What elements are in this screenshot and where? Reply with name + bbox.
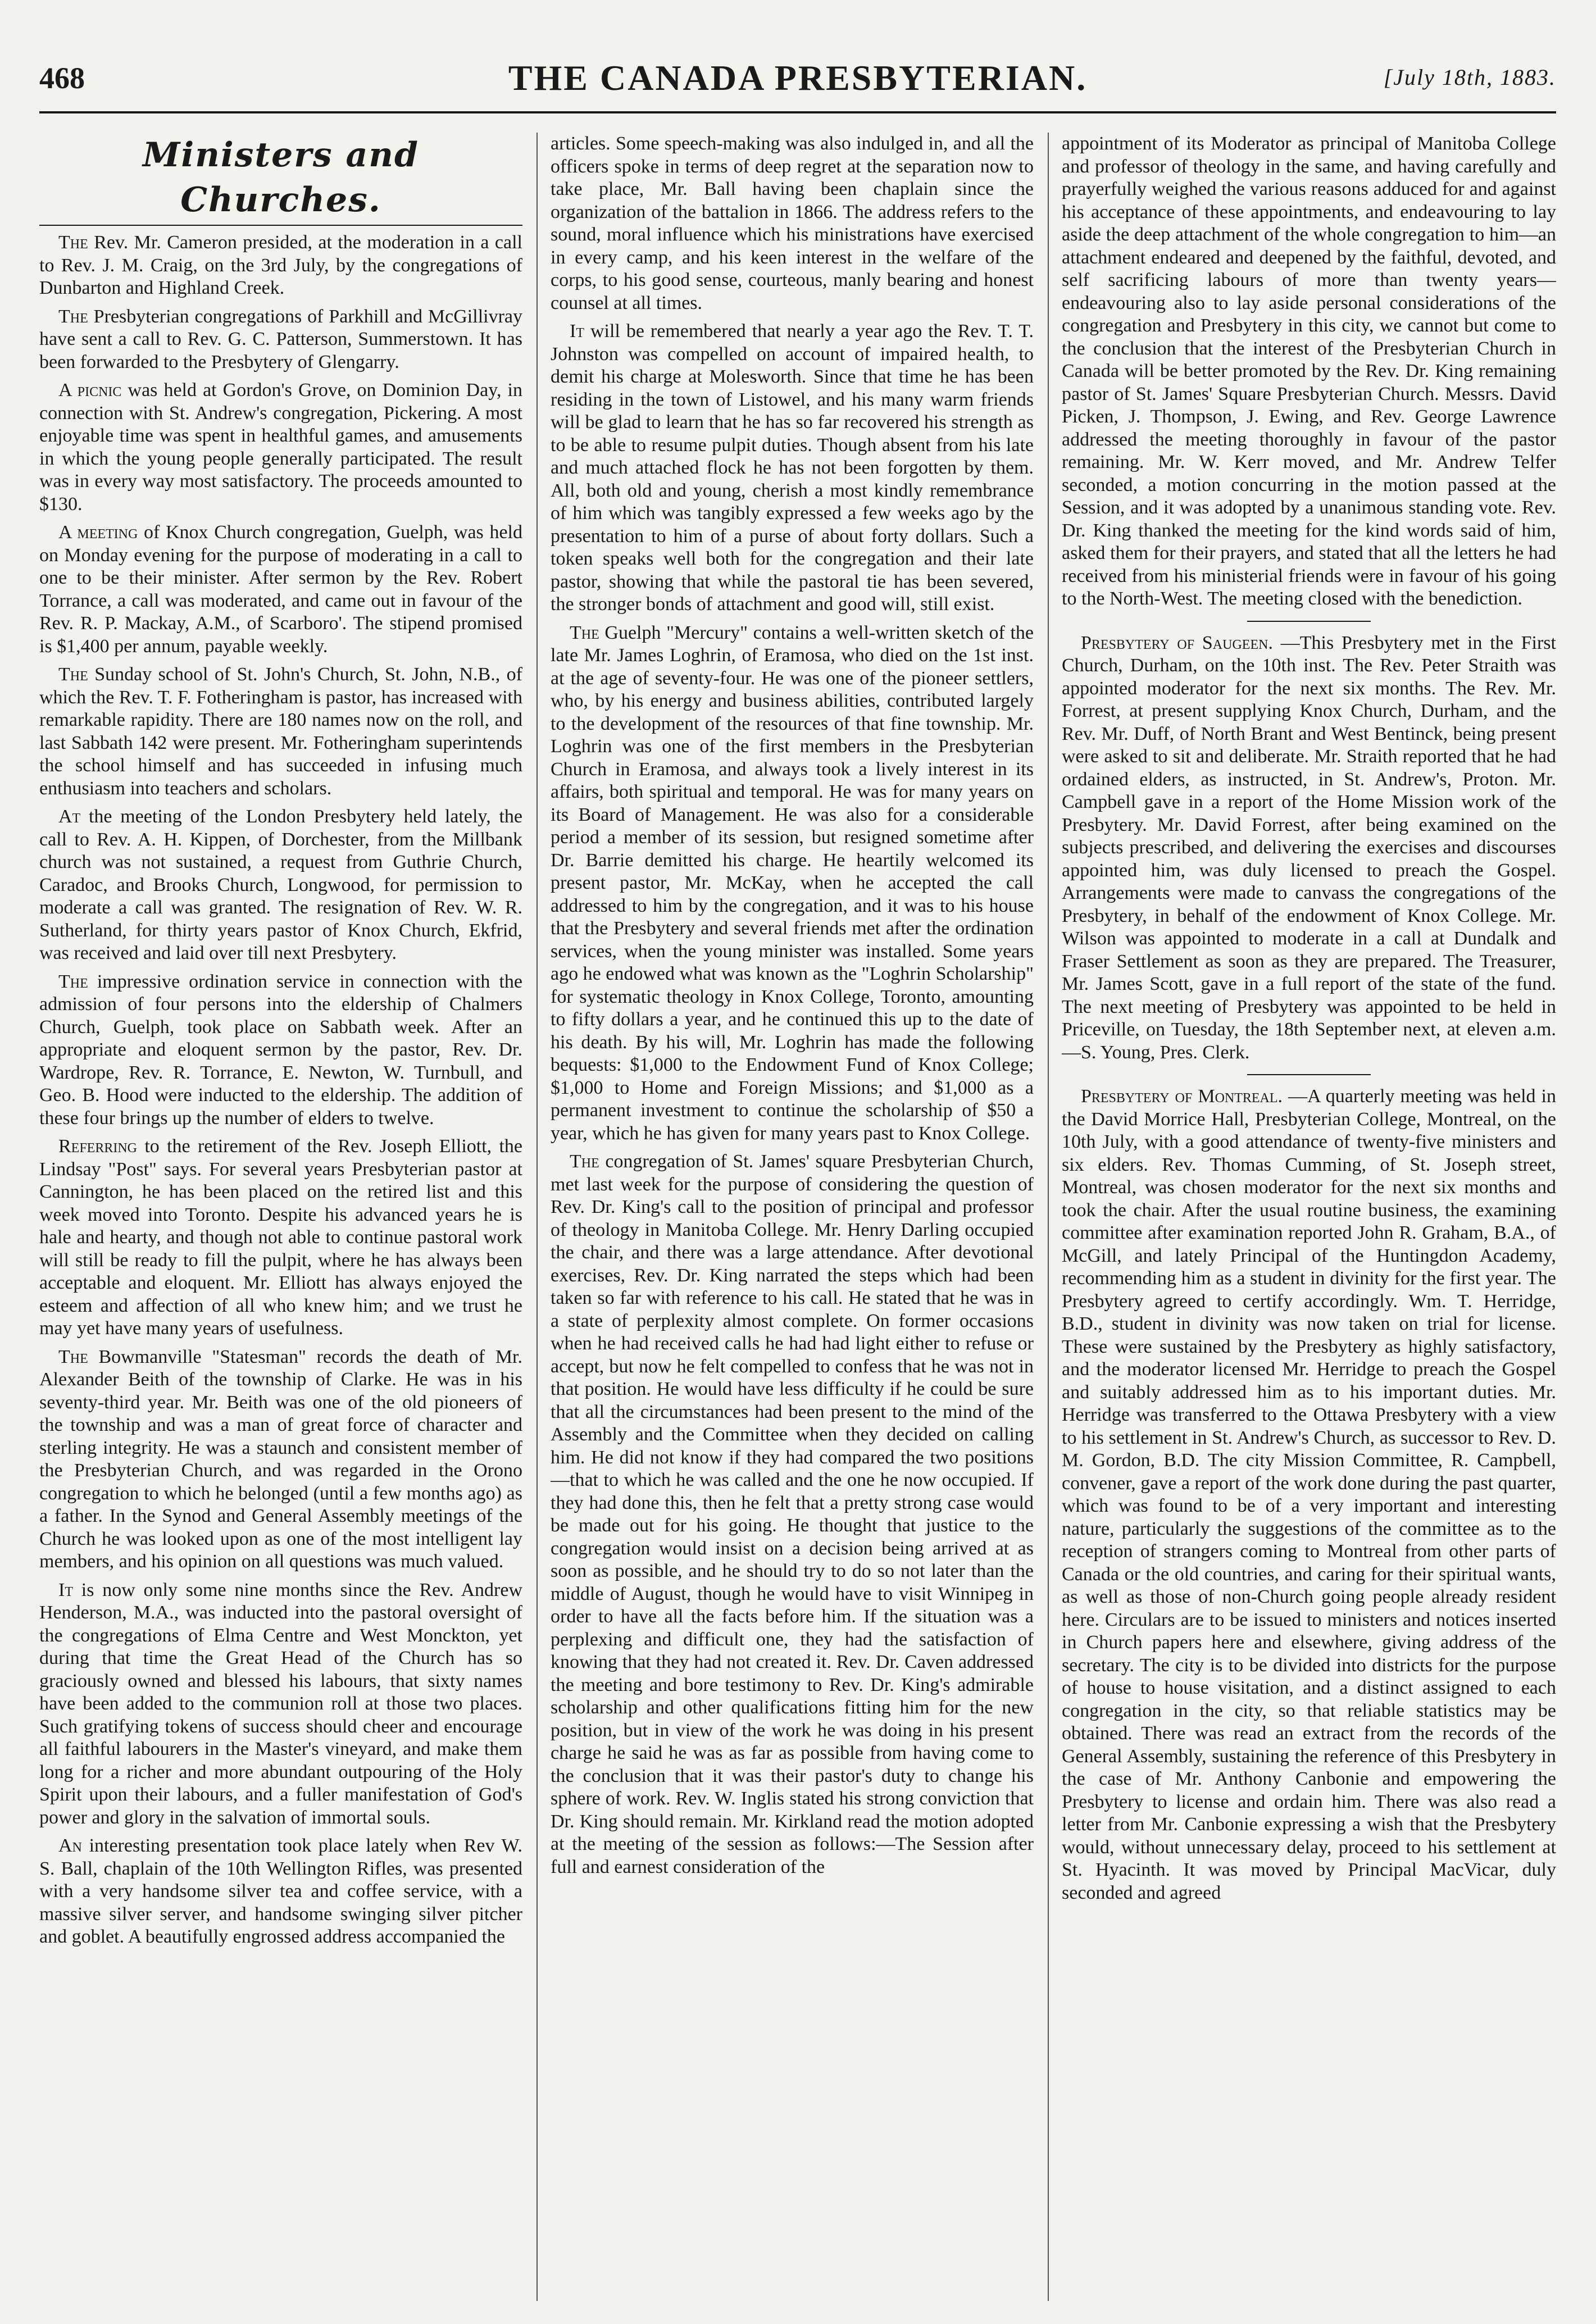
news-paragraph [39,521,522,658]
paragraph-lead: The [58,232,88,253]
paragraph-text: was held at Gordon's Grove, on Dominion Day, in connection with St. Andrew's congregation, Pickering. A most enjoyable time was spent in healthful games, and amusements in which the young people generally participated. The result was in every way most satisfactory. The proceeds amounted to $130. [39,380,522,515]
paragraph-text: Guelph "Mercury" contains a well-written sketch of the late Mr. James Loghrin, of Eramosa, who died on the 1st inst. at the age of seventy-four. He was one of the pioneer settlers, who, by his energy and business abilities, contributed largely to the development of the resources of that fine township. Mr. Loghrin was one of the first members in the Presbyterian Church in Eramosa, and always took a lively interest in its affairs, both spiritual and temporal. He was for many years on its Board of Management. He was also for a considerable period a member of its session, but resigned sometime after Dr. Barrie demitted his charge. He heartily welcomed its present pastor, Mr. McKay, when he accepted the call addressed to him by the congregation, and it was to his house that the Presbytery and several friends met after the ordination services, when the young minister was installed. Some years ago he endowed what was known as the "Loghrin Scholarship" for systematic theology in Knox College, Toronto, amounting to fifty dollars a year, and he continued this up to the date of his death. By his will, Mr. Loghrin has made the following bequests: $1,000 to the Endowment Fund of Knox College; $1,000 to Home and Foreign Missions; and $1,000 as a permanent investment to continue the scholarship of $50 a year, which he has given for many years past to Knox College. [551,622,1034,1144]
paragraph-text: —This Presbytery met in the First Church, Durham, on the 10th inst. The Rev. Peter Straith was appointed moderator for the next six months. The Rev. Mr. Forrest, at present supplying Knox Church, Durham, and the Rev. Mr. Duff, of North Brant and West Bentinck, being present were asked to sit and deliberate. Mr. Straith reported that he had ordained elders, as instructed, in St. Andrew's, Proton. Mr. Campbell gave in a report of the Home Mission work of the Presbytery. Mr. David Forrest, after being examined on the subjects prescribed, and delivering the exercises and discourses appointed him, was duly licensed to preach the Gospel. Arrangements were made to canvass the congregations of the Presbytery, in behalf of the endowment of Knox College. Mr. Wilson was appointed to moderate in a call at Dundalk and Fraser Settlement as soon as they are prepared. The Treasurer, Mr. James Scott, gave in a full report of the state of the fund. The next meeting of Presbytery was appointed to be held in Priceville, on Tuesday, the 18th September next, at eleven a.m.—S. Young, Pres. Clerk. [1062,632,1556,1063]
news-paragraph [39,1135,522,1340]
column-rule [1048,133,1049,2301]
page-number: 468 [39,61,85,95]
section-separator [1247,1074,1371,1075]
paragraph-lead: Presbytery of Saugeen. [1081,632,1273,653]
newspaper-title: THE CANADA PRESBYTERIAN. [508,58,1088,98]
news-paragraph [39,971,522,1130]
paragraph-lead: Presbytery of Montreal. [1081,1086,1283,1107]
column-rule [536,133,538,2301]
paragraph-lead: The [58,306,88,327]
section-separator [1247,621,1371,622]
paragraph-text: will be remembered that nearly a year ago the Rev. T. T. Johnston was compelled on account of impaired health, to demit his charge at Molesworth. Since that time he has been residing in the town of Listowel, and his many warm friends will be glad to learn that he has so far recovered his strength as to be able to resume pulpit duties. Though absent from his late and much attached flock he has not been forgotten by them. All, both old and young, cherish a most kindly remembrance of him which was tangibly expressed a few weeks ago by the presentation to him of a purse of about forty dollars. Such a token speaks well both for the congregation and their late pastor, showing that while the pastoral tie has been severed, the stronger bonds of attachment and good will, still exist. [551,321,1034,615]
paragraph-text: of Knox Church congregation, Guelph, was held on Monday evening for the purpose of moderating in a call to one to be their minister. After sermon by the Rev. Robert Torrance, a call was moderated, and came out in favour of the Rev. R. P. Mackay, A.M., of Scarboro'. The stipend promised is $1,400 per annum, payable weekly. [39,522,522,657]
news-paragraph [551,320,1034,616]
paragraph-text: congregation of St. James' square Presbyterian Church, met last week for the purpose of considering the question of Rev. Dr. King's call to the position of principal and professor of theology in Manitoba College. Mr. Henry Darling occupied the chair, and there was a large attendance. After devotional exercises, Rev. Dr. King narrated the steps which had been taken so far with reference to his call. He stated that he was in a state of perplexity almost complete. On former occasions when he had received calls he had had light either to refuse or accept, but now he felt compelled to confess that he was not in that position. He would have less difficulty if he could be sure that all the circumstances had been present to the mind of the Assembly and the Committee when they decided on calling him. He did not know if they had compared the two positions—that to which he was called and the one he now occupied. If they had done this, then he felt that a pretty strong case would be made out for his going. He thought that justice to the congregation would insist on a decision being arrived at as soon as possible, and he should try to do so not later than the middle of August, though he would have to visit Winnipeg in order to have all the facts before him. If the situation was a perplexing and difficult one, they had the satisfaction of knowing that they had not created it. Rev. Dr. Caven addressed the meeting and bore testimony to Rev. Dr. King's admirable scholarship and other qualifications fitting him for the new position, but in view of the work he was doing in his present charge he said he was as far as possible from having come to the conclusion that it was their pastor's duty to change his sphere of work. Rev. W. Inglis stated his strong conviction that Dr. King should remain. Mr. Kirkland read the motion adopted at the meeting of the session as follows:—The Session after full and earnest consideration of the [551,1151,1034,1877]
paragraph-text: impressive ordination service in connection with the admission of four persons into the eldership of Chalmers Church, Guelph, took place on Sabbath week. After an appropriate and eloquent sermon by the pastor, Rev. Dr. Wardrope, Rev. R. Torrance, E. Newton, W. Turnbull, and Geo. B. Hood were inducted to the eldership. The addition of these four brings up the number of elders to twelve. [39,971,522,1129]
paragraph-text: interesting presentation took place lately when Rev W. S. Ball, chaplain of the 10th Wellington Rifles, was presented with a very handsome silver tea and coffee service, with a massive silver server, and handsome swinging silver pitcher and goblet. A beautifully engrossed address accompanied the [39,1835,522,1947]
news-paragraph [39,379,522,516]
news-paragraph [39,806,522,965]
paragraph-lead: The [58,971,88,992]
paragraph-text: appointment of its Moderator as principal of Manitoba College and professor of theology in the same, and having carefully and prayerfully weighed the various reasons adduced for and against his acceptance of these appointments, and endeavouring to lay aside the deep attachment of the whole congregation to him—an attachment endeared and deepened by the faithful, devoted, and self sacrificing labours of more than twenty years—endeavouring also to lay aside personal considerations of the congregation and Presbytery in this city, we cannot but come to the conclusion that the interest of the Presbyterian Church in Canada will be better promoted by the Rev. Dr. King remaining pastor of St. James' Square Presbyterian Church. Messrs. David Picken, J. Thompson, J. Ewing, and Rev. George Lawrence addressed the meeting thoroughly in favour of the pastor remaining. Mr. W. Kerr moved, and Mr. Andrew Telfer seconded, a motion concurring in the motion passed at the Session, and it was adopted by a unanimous standing vote. Rev. Dr. King thanked the meeting for the kind words said of him, asked them for their prayers, and stated that all the letters he had received from his ministerial friends were in favour of his going to the North-West. The meeting closed with the benediction. [1062,133,1556,609]
paragraph-lead: It [58,1579,73,1600]
paragraph-text: is now only some nine months since the Rev. Andrew Henderson, M.A., was inducted into the pastoral oversight of the congregations of Elma Centre and West Monckton, yet during that time the Great Head of the Church has so graciously owned and blessed his labours, that sixty names have been added to the communion roll at those two places. Such gratifying tokens of success should cheer and encourage all faithful labourers in the Master's vineyard, and make them long for a richer and more abundant outpouring of the Holy Spirit upon their labours, and a fuller manifestation of God's power and glory in the salvation of immortal souls. [39,1579,522,1828]
section-title: Ministers and Churches. [39,133,522,226]
news-paragraph [1062,1085,1556,1904]
news-paragraph [39,1346,522,1573]
news-paragraph [1062,632,1556,1065]
column-2 [551,133,1034,2301]
paragraph-text: Presbyterian congregations of Parkhill and McGillivray have sent a call to Rev. G. C. Patterson, Summerstown. It has been forwarded to the Presbytery of Glengarry. [39,306,522,372]
paragraph-text: —A quarterly meeting was held in the David Morrice Hall, Presbyterian College, Montreal, on the 10th July, with a good attendance of twenty-five ministers and six elders. Rev. Thomas Cumming, of St. Joseph street, Montreal, was chosen moderator for the next six months and took the chair. After the usual routine business, the examining committee after examination reported John R. Graham, B.A., of McGill, and lately Principal of the Huntingdon Academy, recommending him as a student in divinity for the first year. The Presbytery agreed to certify accordingly. Wm. T. Herridge, B.D., student in divinity was now taken on trial for license. These were sustained by the Presbytery as highly satisfactory, and the moderator licensed Mr. Herridge to preach the Gospel and suitably addressed him as to his important duties. Mr. Herridge was transferred to the Ottawa Presbytery with a view to his settlement in St. Andrew's Church, as successor to Rev. D. M. Gordon, B.D. The city Mission Committee, R. Campbell, convener, gave a report of the work done during the past quarter, which was found to be of a very important and interesting nature, particularly the suggestions of the committee as to the reception of strangers coming to Montreal from other parts of Canada or the old countries, and caring for their spiritual wants, as well as those of non-Church going people already resident here. Circulars are to be issued to ministers and notices inserted in Church papers here and elsewhere, giving address of the secretary. The city is to be divided into districts for the purpose of house to house visitation, and a distinct assigned to each congregation in the city, so that reliable statistics may be obtained. There was read an extract from the records of the General Assembly, sustaining the reference of this Presbytery in the case of Mr. Anthony Canbonie and empowering the Presbytery to license and ordain him. There was also read a letter from Mr. Canbonie expressing a wish that the Presbytery would, without unnecessary delay, proceed to his settlement at St. Hyacinth. It was moved by Principal MacVicar, duly seconded and agreed [1062,1086,1556,1903]
paragraph-text: to the retirement of the Rev. Joseph Elliott, the Lindsay "Post" says. For several years Presbyterian pastor at Cannington, he has been placed on the retired list and this week moved into Toronto. Despite his advanced years he is hale and hearty, and though not able to continue pastoral work will still be ready to fill the pulpit, where he has always been acceptable and eloquent. Mr. Elliott has always enjoyed the esteem and affection of all who knew him; and we trust he may yet have many years of usefulness. [39,1136,522,1339]
column-3 [1062,133,1556,2301]
paragraph-lead: An [58,1835,82,1856]
paragraph-lead: At [58,806,81,827]
paragraph-text: Rev. Mr. Cameron presided, at the moderation in a call to Rev. J. M. Craig, on the 3rd July, by the congregations of Dunbarton and Highland Creek. [39,232,522,298]
paragraph-lead: A meeting [58,522,138,543]
paragraph-lead: The [58,664,88,685]
news-paragraph [39,1579,522,1830]
news-paragraph [39,231,522,300]
paragraph-lead: The [58,1346,88,1367]
news-paragraph [551,133,1034,315]
paragraph-lead: The [570,622,599,643]
paragraph-text: articles. Some speech-making was also indulged in, and all the officers spoke in terms of deep regret at the separation now to take place, Mr. Ball having been chaplain since the organization of the battalion in 1866. The address refers to the sound, moral influence which his ministrations have exercised in every camp, and his keen interest in the welfare of the corps, to his good sense, courteous, manly bearing and honest counsel at all times. [551,133,1034,313]
column-1 [39,133,522,2301]
news-paragraph [39,306,522,374]
paragraph-lead: Referring [58,1136,138,1157]
paragraph-lead: It [570,321,584,342]
news-paragraph [39,663,522,800]
paragraph-text: Bowmanville "Statesman" records the death of Mr. Alexander Beith of the township of Clarke. He was in his seventy-third year. Mr. Beith was one of the old pioneers of the township and was a man of great force of character and sterling integrity. He was a staunch and consistent member of the Presbyterian Church, and was regarded in the Orono congregation to which he belonged (until a few months ago) as a father. In the Synod and General Assembly meetings of the Church he was looked upon as one of the most intelligent lay members, and his opinion on all questions was much valued. [39,1346,522,1572]
paragraph-text: the meeting of the London Presbytery held lately, the call to Rev. A. H. Kippen, of Dorchester, from the Millbank church was not sustained, a request from Guthrie Church, Caradoc, and Brooks Church, Longwood, for permission to moderate a call was granted. The resignation of Rev. W. R. Sutherland, for thirty years pastor of Knox Church, Ekfrid, was received and laid over till next Presbytery. [39,806,522,963]
paragraph-text: Sunday school of St. John's Church, St. John, N.B., of which the Rev. T. F. Fotheringham is pastor, has increased with remarkable rapidity. There are 180 names now on the roll, and last Sabbath 142 were present. Mr. Fotheringham superintends the school himself and has succeeded in infusing much enthusiasm into teachers and scholars. [39,664,522,799]
news-paragraph [551,622,1034,1145]
newspaper-page [39,0,1556,2324]
news-paragraph [551,1150,1034,1879]
issue-date: [July 18th, 1883. [1383,65,1556,90]
paragraph-lead: The [570,1151,599,1172]
running-head [39,58,1556,113]
news-paragraph [39,1835,522,1949]
news-paragraph [1062,133,1556,611]
paragraph-lead: A picnic [58,380,122,401]
